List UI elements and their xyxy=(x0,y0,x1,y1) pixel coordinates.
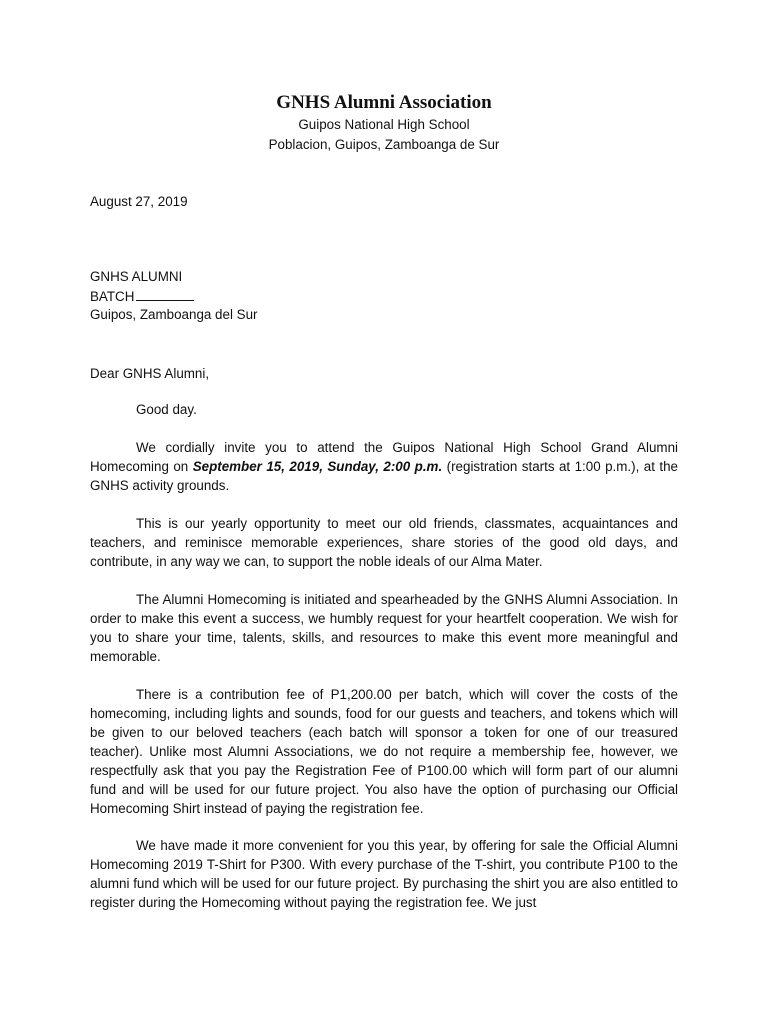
school-address: Poblacion, Guipos, Zamboanga de Sur xyxy=(268,137,500,152)
paragraph-tshirt: We have made it more convenient for you this year, by offering for sale the Official Alumni Homecoming 2019 T-Shirt for P300. With every purchase of the T-shirt, you contribute P100 to the alumni fund which will be used for our future project. By purchasing the shirt you are also entitled to register during the Homecoming without paying the registration fee. We just xyxy=(90,838,678,910)
invitation-text-start: We cordially invite you to attend the Guipos National High School Grand Alumni Homecoming on xyxy=(90,440,678,474)
paragraph-invitation xyxy=(90,438,678,495)
recipient-batch-label: BATCH xyxy=(90,289,135,304)
paragraph-initiative: The Alumni Homecoming is initiated and spearheaded by the GNHS Alumni Association. In order to make this event a success, we humbly request for your heartfelt cooperation. We wish for you to share your time, talents, skills, and resources to make this event more meaningful and memorable. xyxy=(90,592,678,664)
letter-date: August 27, 2019 xyxy=(90,194,188,209)
salutation: Dear GNHS Alumni, xyxy=(90,366,210,381)
paragraph-fees: There is a contribution fee of P1,200.00 per batch, which will cover the costs of the homecoming, including lights and sounds, food for our guests and teachers, and tokens which will be given to our beloved teachers (each batch will sponsor a token for one of our treasured teacher). Unlike most Alumni Associations, we do not require a membership fee, however, we respectfully ask that you pay the Registration Fee of P100.00 which will form part of our alumni fund and will be used for our future project. You also have the option of purchasing our Official Homecoming Shirt instead of paying the registration fee. xyxy=(90,687,678,816)
invitation-text-end: (registration starts at 1:00 p.m.), at the GNHS activity grounds. xyxy=(90,459,678,493)
paragraph-opportunity: This is our yearly opportunity to meet our old friends, classmates, acquaintances and teachers, and reminisce memorable experiences, share stories of the good old days, and contribute, in any way we can, to support the noble ideals of our Alma Mater. xyxy=(90,516,678,569)
school-name: Guipos National High School xyxy=(298,117,470,132)
greeting: Good day. xyxy=(136,402,197,417)
event-datetime: September 15, 2019, Sunday, 2:00 p.m. xyxy=(192,459,443,474)
recipient-name: GNHS ALUMNI xyxy=(90,269,183,284)
recipient-batch xyxy=(90,288,194,304)
recipient-address: Guipos, Zamboanga del Sur xyxy=(90,307,258,322)
batch-blank-line xyxy=(136,288,194,301)
association-title: GNHS Alumni Association xyxy=(276,92,492,113)
